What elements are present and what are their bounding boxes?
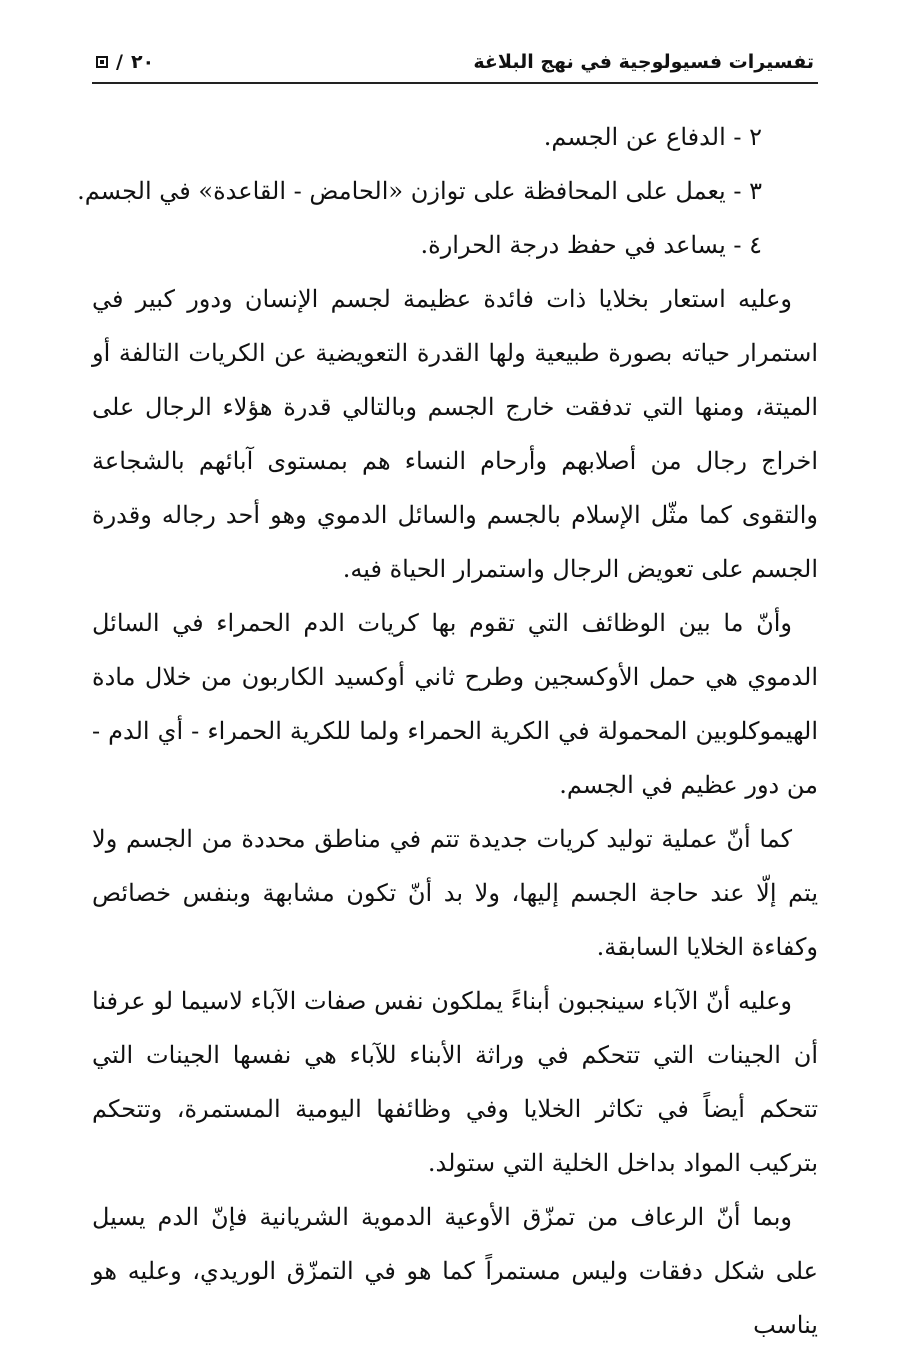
page-separator: / (116, 51, 123, 73)
document-page (77, 42, 818, 1339)
paragraph-4: وعليه أنّ الآباء سينجبون أبناءً يملكون نفس صفات الآباء لاسيما لو عرفنا أن الجينات التي تتحكم في وراثة الأبناء للآباء هي نفسها الجينات التي تتحكم أيضاً في تكاثر الخلايا وفي وظائفها اليومية المستمرة، وتتحكم بتركيب المواد بداخل الخلية التي ستولد. (92, 987, 818, 1177)
list-item-3: ٣ - يعمل على المحافظة على توازن «الحامض - القاعدة» في الجسم. (77, 177, 762, 205)
paragraph-2: وأنّ ما بين الوظائف التي تقوم بها كريات الدم الحمراء في السائل الدموي هي حمل الأوكسجين وطرح ثاني أوكسيد الكاربون من خلال مادة الهيموكلوبين المحمولة في الكرية الحمراء ولما للكرية الحمراء - أي الدم - من دور عظيم في الجسم. (92, 609, 818, 799)
page-number: ٢٠ (130, 51, 155, 73)
list-item-2: ٢ - الدفاع عن الجسم. (543, 123, 762, 151)
page-number-group (96, 51, 154, 73)
running-title: تفسيرات فسيولوجية في نهج البلاغة (473, 51, 814, 73)
paragraph-1: وعليه استعار بخلايا ذات فائدة عظيمة لجسم الإنسان ودور كبير في استمرار حياته بصورة طبيعية ولها القدرة التعويضية عن الكريات التالفة أو الميتة، ومنها التي تدفقت خارج الجسم وبالتالي قدرة هؤلاء الرجال على اخراج رجال من أصلابهم وأرحام النساء هم بمستوى آبائهم بالشجاعة والتقوى كما مثّل الإسلام بالجسم والسائل الدموي وهو أحد رجاله وقدرة الجسم على تعويض الرجال واستمرار الحياة فيه. (92, 285, 818, 583)
list-item-4: ٤ - يساعد في حفظ درجة الحرارة. (420, 231, 762, 259)
page-body (77, 110, 818, 1352)
page-header (92, 42, 818, 84)
paragraph-5: وبما أنّ الرعاف من تمزّق الأوعية الدموية الشريانية فإنّ الدم يسيل على شكل دفقات وليس مستمراً كما هو في التمزّق الوريدي، وعليه هو يناسب (92, 1203, 818, 1339)
paragraph-3: كما أنّ عملية توليد كريات جديدة تتم في مناطق محددة من الجسم ولا يتم إلّا عند حاجة الجسم إليها، ولا بد أنّ تكون مشابهة وبنفس خصائص وكفاءة الخلايا السابقة. (92, 825, 818, 961)
ornament-square-icon (96, 56, 108, 68)
